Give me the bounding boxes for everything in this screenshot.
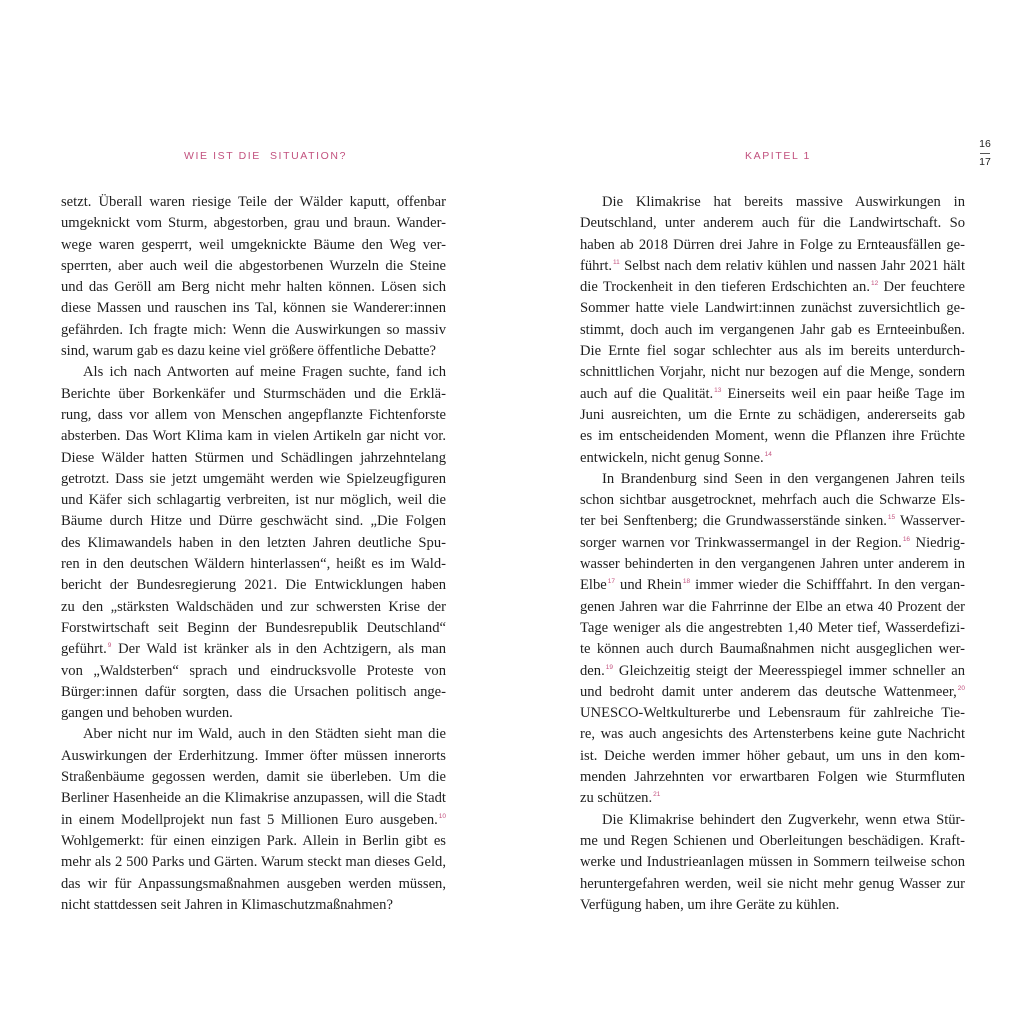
text-segment: diese Massen und rauschen ins Tal, können sie Wanderer:innen xyxy=(61,300,446,317)
text-line xyxy=(61,831,446,852)
page-number-divider xyxy=(980,153,990,154)
text-line xyxy=(61,213,446,234)
text-line xyxy=(580,490,965,511)
text-segment: Auswirkungen der Erderhitzung. Immer öfter müssen innerorts xyxy=(61,747,446,764)
text-segment: stimmt, doch auch im vergangenen Jahr gab es Ernteeinbußen. xyxy=(580,321,965,338)
text-segment: wasser behinderten in den vergangenen Jahren unter anderem in xyxy=(580,556,965,573)
text-segment: menden Jahrzehnten vor erwartbaren Folgen wie Sturmfluten xyxy=(580,769,965,786)
text-segment: Der Wald ist kränker als in den Achtzigern, als man xyxy=(111,641,446,658)
text-segment: mehr als 2 500 Parks und Gärten. Warum steckt man dieses Geld, xyxy=(61,854,446,871)
footnote-marker[interactable]: 12 xyxy=(870,280,879,288)
text-line xyxy=(580,831,965,852)
text-segment: Sommer hatte viele Landwirt:innen zunächst zuversichtlich ge- xyxy=(580,300,965,317)
text-segment: Aber nicht nur im Wald, auch in den Städten sieht man die xyxy=(83,726,446,743)
text-line xyxy=(580,724,965,745)
text-line xyxy=(580,511,965,532)
text-line xyxy=(580,426,965,447)
text-line xyxy=(61,298,446,319)
text-segment: Niedrig- xyxy=(910,534,966,551)
text-segment: umgeknickt vom Sturm, abgestorben, grau und braun. Wander- xyxy=(61,215,446,232)
text-segment: setzt. Überall waren riesige Teile der Wälder kaputt, offenbar xyxy=(61,194,446,210)
text-segment: Berliner Hasenheide an die Klimakrise anzupassen, will die Stadt xyxy=(61,790,446,807)
footnote-marker[interactable]: 17 xyxy=(607,578,615,586)
text-line xyxy=(580,639,965,660)
text-segment: absterben. Das Wort Klima kam in vielen Artikeln gar nicht vor. xyxy=(61,428,446,445)
text-line xyxy=(580,767,965,788)
footnote-marker[interactable]: 9 xyxy=(107,642,112,650)
page-number-right: 17 xyxy=(979,155,991,168)
text-line xyxy=(580,788,965,809)
text-line xyxy=(61,320,446,341)
text-segment: Wohlgemerkt: für einen einzigen Park. Allein in Berlin gibt es xyxy=(61,832,446,849)
text-line xyxy=(580,256,965,277)
text-segment: werke und Industrieanlagen müssen in Sommern teilweise schon xyxy=(580,854,965,871)
text-segment: In Brandenburg sind Seen in den vergangenen Jahren teils xyxy=(602,470,965,487)
text-segment: Forstwirtschaft seit Beginn der Bundesrepublik Deutschland“ xyxy=(61,619,446,636)
text-line xyxy=(61,724,446,745)
text-segment: zu schützen. xyxy=(580,790,653,807)
text-segment: me und Regen Schienen und Oberleitungen beschädigen. Kraft- xyxy=(580,832,965,849)
text-line xyxy=(580,213,965,234)
text-line xyxy=(580,746,965,767)
text-line xyxy=(61,405,446,426)
text-segment: Tage weniger als die angestrebten 1,40 Meter tief, Wasserdefizi- xyxy=(580,619,965,636)
text-line xyxy=(580,298,965,319)
text-segment: heruntergefahren werden, weil sie nicht mehr genug Wasser zur xyxy=(580,875,965,892)
footnote-marker[interactable]: 21 xyxy=(653,791,661,799)
text-line xyxy=(580,469,965,490)
text-line xyxy=(61,682,446,703)
text-segment: führt. xyxy=(580,257,613,274)
text-segment: haben ab 2018 Dürren drei Jahre in Folge zu Ernteausfällen ge- xyxy=(580,236,965,253)
text-line xyxy=(61,448,446,469)
text-segment: Verfügung haben, um ihre Geräte zu kühlen. xyxy=(580,896,840,913)
text-segment: zu den „stärksten Waldschäden und zur schwersten Krise der xyxy=(61,598,446,615)
text-segment: Juni ausreichten, um die Ernte zu schädigen, andererseits gab xyxy=(580,406,965,423)
text-line xyxy=(61,874,446,895)
footnote-marker[interactable]: 15 xyxy=(887,514,896,522)
text-segment: Gleichzeitig steigt der Meeresspiegel immer schneller an xyxy=(612,662,965,679)
text-line xyxy=(580,554,965,575)
text-line xyxy=(61,618,446,639)
text-line xyxy=(580,661,965,682)
text-segment: Selbst nach dem relativ kühlen und nassen Jahr 2021 hält xyxy=(619,257,965,274)
text-line xyxy=(61,362,446,383)
text-line xyxy=(61,341,446,362)
text-segment: die Trockenheit in den tieferen Erdschichten an. xyxy=(580,279,870,296)
text-line xyxy=(61,597,446,618)
text-line xyxy=(580,618,965,639)
text-line xyxy=(580,852,965,873)
text-segment: nicht stattdessen seit Jahren in Klimaschutzmaßnahmen? xyxy=(61,896,393,913)
text-line xyxy=(580,192,965,213)
text-line xyxy=(61,384,446,405)
text-segment: Die Ernte fiel sogar schlechter aus als im bereits unterdurch- xyxy=(580,343,965,360)
text-segment: schon sichtbar ausgetrocknet, mehrfach auch die Schwarze Els- xyxy=(580,492,965,509)
text-segment: ter bei Senftenberg; die Grundwasserstände sinken. xyxy=(580,513,887,530)
text-line xyxy=(61,192,446,213)
text-segment: wege waren gesperrt, weil umgeknickte Bäume den Weg ver- xyxy=(61,236,446,253)
text-segment: sperrten, aber auch weil die abgestorbenen Wurzeln die Steine xyxy=(61,257,446,274)
page-numbers xyxy=(976,139,994,167)
text-segment: ren in den deutschen Wäldern hinterlassen“, heißt es im Wald- xyxy=(61,556,446,573)
text-line xyxy=(580,320,965,341)
text-segment: Deutschland, unter anderem auch für die Landwirtschaft. So xyxy=(580,215,965,232)
text-line xyxy=(61,661,446,682)
text-line xyxy=(580,703,965,724)
footnote-marker[interactable]: 20 xyxy=(957,684,965,692)
text-line xyxy=(580,405,965,426)
text-line xyxy=(61,511,446,532)
text-segment: getrotzt. Dass sie jetzt umgemäht werden wie Spielzeugfiguren xyxy=(61,470,446,487)
text-line xyxy=(580,810,965,831)
running-head-left: WIE IST DIE SITUATION? xyxy=(184,150,348,162)
text-segment: Straßenbäume gegossen werden, damit sie überleben. Um die xyxy=(61,769,446,786)
text-line xyxy=(580,362,965,383)
text-segment: Wasserver- xyxy=(895,513,965,530)
text-line xyxy=(61,575,446,596)
text-line xyxy=(61,469,446,490)
text-segment: rung, dass vor allem von Menschen angepflanzte Fichtenforste xyxy=(61,406,446,423)
text-line xyxy=(61,639,446,660)
text-segment: und das Geröll am Berg nicht mehr halten können. Lösen sich xyxy=(61,279,446,296)
text-segment: sind, warum gab es dazu keine viel größere öffentliche Debatte? xyxy=(61,343,436,360)
text-line xyxy=(61,788,446,809)
text-line xyxy=(580,874,965,895)
text-line xyxy=(580,575,965,596)
text-segment: es im entscheidenden Moment, wenn die Pflanzen ihre Früchte xyxy=(580,428,965,445)
text-segment: schnittlichen Vorjahr, nicht nur bezogen auf die Menge, sondern xyxy=(580,364,965,381)
footnote-marker[interactable]: 19 xyxy=(605,663,613,671)
text-segment: geführt. xyxy=(61,641,107,658)
text-segment: genen Jahren war die Fahrrinne der Elbe an etwa 40 Prozent der xyxy=(580,598,965,615)
text-line xyxy=(61,767,446,788)
text-segment: te können auch durch Baumaßnahmen nicht ausgeglichen wer- xyxy=(580,641,965,658)
text-line xyxy=(580,235,965,256)
footnote-marker[interactable]: 18 xyxy=(682,578,691,586)
right-column-text xyxy=(580,192,965,916)
text-line xyxy=(580,682,965,703)
text-line xyxy=(61,810,446,831)
text-segment: Elbe xyxy=(580,577,607,594)
text-segment: Als ich nach Antworten auf meine Fragen suchte, fand ich xyxy=(83,364,446,381)
text-segment: auch auf die Qualität. xyxy=(580,385,714,402)
text-segment: Berichte über Borkenkäfer und Sturmschäden und die Erklä- xyxy=(61,385,446,402)
running-head-right: KAPITEL 1 xyxy=(745,150,811,162)
text-line xyxy=(61,277,446,298)
text-line xyxy=(61,703,446,724)
text-segment: Der feuchtere xyxy=(878,279,965,296)
text-segment: gangen und behoben wurden. xyxy=(61,705,233,722)
text-segment: bericht der Bundesregierung 2021. Die Entwicklungen haben xyxy=(61,577,446,594)
text-segment: des Klimawandels haben in den letzten Jahren deutliche Spu- xyxy=(61,534,446,551)
text-segment: Die Klimakrise hat bereits massive Auswirkungen in xyxy=(602,194,965,210)
text-segment: den. xyxy=(580,662,605,679)
text-line xyxy=(580,277,965,298)
text-segment: das wir für Anpassungsmaßnahmen ausgeben werden müssen, xyxy=(61,875,446,892)
footnote-marker[interactable]: 14 xyxy=(764,450,772,458)
text-segment: immer wieder die Schifffahrt. In den vergan- xyxy=(690,577,965,594)
footnote-marker[interactable]: 11 xyxy=(613,258,620,266)
text-segment: von „Waldsterben“ sprach und eindrucksvolle Proteste von xyxy=(61,662,446,679)
text-segment: und Rhein xyxy=(614,577,682,594)
text-line xyxy=(580,341,965,362)
text-line xyxy=(61,533,446,554)
text-segment: und bedroht damit unter anderem das deutsche Wattenmeer, xyxy=(580,683,957,700)
text-line xyxy=(580,533,965,554)
text-line xyxy=(61,256,446,277)
page-number-left: 16 xyxy=(979,138,991,150)
text-line xyxy=(61,490,446,511)
text-segment: Die Klimakrise behindert den Zugverkehr, wenn etwa Stür- xyxy=(602,811,965,828)
text-line xyxy=(61,554,446,575)
text-segment: Einerseits weil ein paar heiße Tage im xyxy=(721,385,966,402)
text-line xyxy=(61,426,446,447)
text-line xyxy=(580,384,965,405)
text-line xyxy=(580,895,965,916)
text-segment: Diese Wälder hatten Stürmen und Schädlingen jahrzehntelang xyxy=(61,449,446,466)
text-segment: entwickeln, nicht genug Sonne. xyxy=(580,449,764,466)
text-segment: sorger warnen vor Trinkwassermangel in der Region. xyxy=(580,534,902,551)
text-segment: in einem Modellprojekt nun fast 5 Millionen Euro ausgeben. xyxy=(61,811,438,828)
footnote-marker[interactable]: 13 xyxy=(714,386,722,394)
text-segment: Bäume durch Hitze und Dürre geschwächt sind. „Die Folgen xyxy=(61,513,446,530)
text-line xyxy=(61,895,446,916)
footnote-marker[interactable]: 10 xyxy=(438,812,446,820)
footnote-marker[interactable]: 16 xyxy=(902,535,911,543)
text-segment: Bürger:innen dafür sorgten, dass die Ursachen politisch ange- xyxy=(61,683,446,700)
left-column-text xyxy=(61,192,446,916)
text-segment: UNESCO-Weltkulturerbe und Lebensraum für zahlreiche Tie- xyxy=(580,705,965,722)
text-line xyxy=(61,235,446,256)
text-segment: re, was auch angesichts des Artensterbens keine gute Nachricht xyxy=(580,726,965,743)
text-segment: ist. Deiche werden immer höher gebaut, um uns in den kom- xyxy=(580,747,965,764)
text-line xyxy=(61,852,446,873)
text-line xyxy=(580,597,965,618)
text-line xyxy=(61,746,446,767)
text-line xyxy=(580,448,965,469)
text-segment: und Käfer sich schlagartig verbreiten, ist nur möglich, weil die xyxy=(61,492,446,509)
text-segment: gefährden. Ich fragte mich: Wenn die Auswirkungen so massiv xyxy=(61,321,446,338)
